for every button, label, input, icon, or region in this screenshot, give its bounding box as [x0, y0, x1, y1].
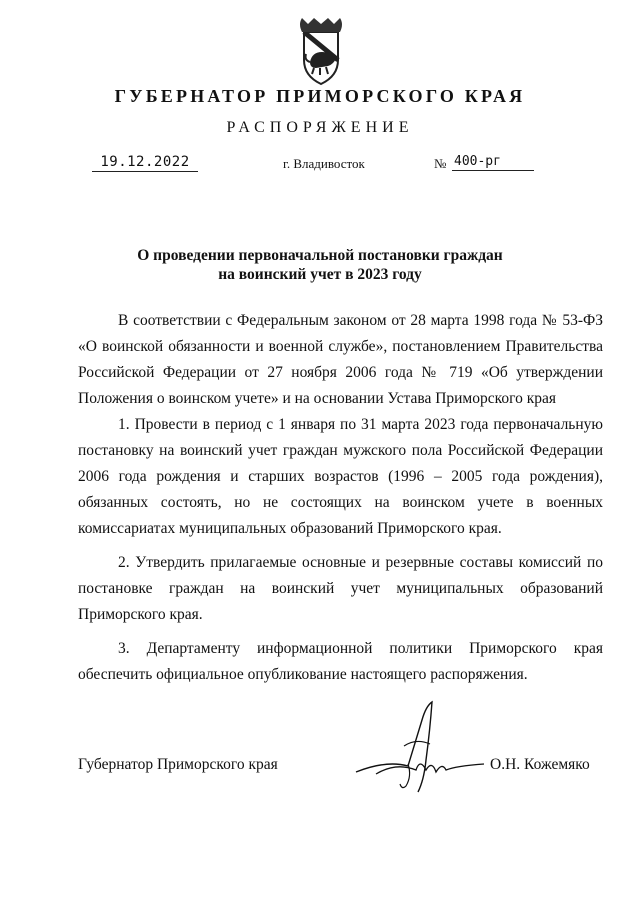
subject-line-2: на воинский учет в 2023 году	[218, 266, 422, 283]
document-city: г. Владивосток	[283, 156, 365, 171]
signatory-role: Губернатор Приморского края	[78, 756, 278, 773]
document-type: РАСПОРЯЖЕНИЕ	[226, 119, 414, 136]
body-item-2: 2. Утвердить прилагаемые основные и резервные составы комиссий по постановке граждан на воинский учет муниципальных образований Приморского края.	[78, 554, 603, 623]
document-date: 19.12.2022	[92, 154, 198, 172]
document-subject	[0, 246, 640, 284]
document-number-sign: №	[434, 156, 447, 171]
signatory-name: О.Н. Кожемяко	[490, 756, 590, 773]
body-preamble: В соответствии с Федеральным законом от 28 марта 1998 года № 53-ФЗ «О воинской обязанности и военной службе», постановлением Правительства Российской Федерации от 27 ноября 2006 года № 719 «Об утверждении Положения о воинском учете» и на основании Устава Приморского края	[78, 312, 603, 407]
body-item-1: 1. Провести в период с 1 января по 31 марта 2023 года первоначальную постановку на воинский учет граждан мужского пола Российской Федерации 2006 года рождения и старших возрастов (1996 – 2005 года рождения), обязанных состоять, но не состоящих на воинском учете в военных комиссариатах муниципальных образований Приморского края.	[78, 416, 603, 537]
document-title: ГУБЕРНАТОР ПРИМОРСКОГО КРАЯ	[114, 86, 526, 106]
subject-line-1: О проведении первоначальной постановки граждан	[137, 247, 503, 264]
signature-icon	[346, 700, 486, 795]
coat-of-arms-icon	[290, 14, 352, 86]
document-number: 400-рг	[452, 154, 534, 171]
document-body	[78, 308, 603, 688]
body-item-3: 3. Департаменту информационной политики Приморского края обеспечить официальное опубликование настоящего распоряжения.	[78, 640, 603, 683]
